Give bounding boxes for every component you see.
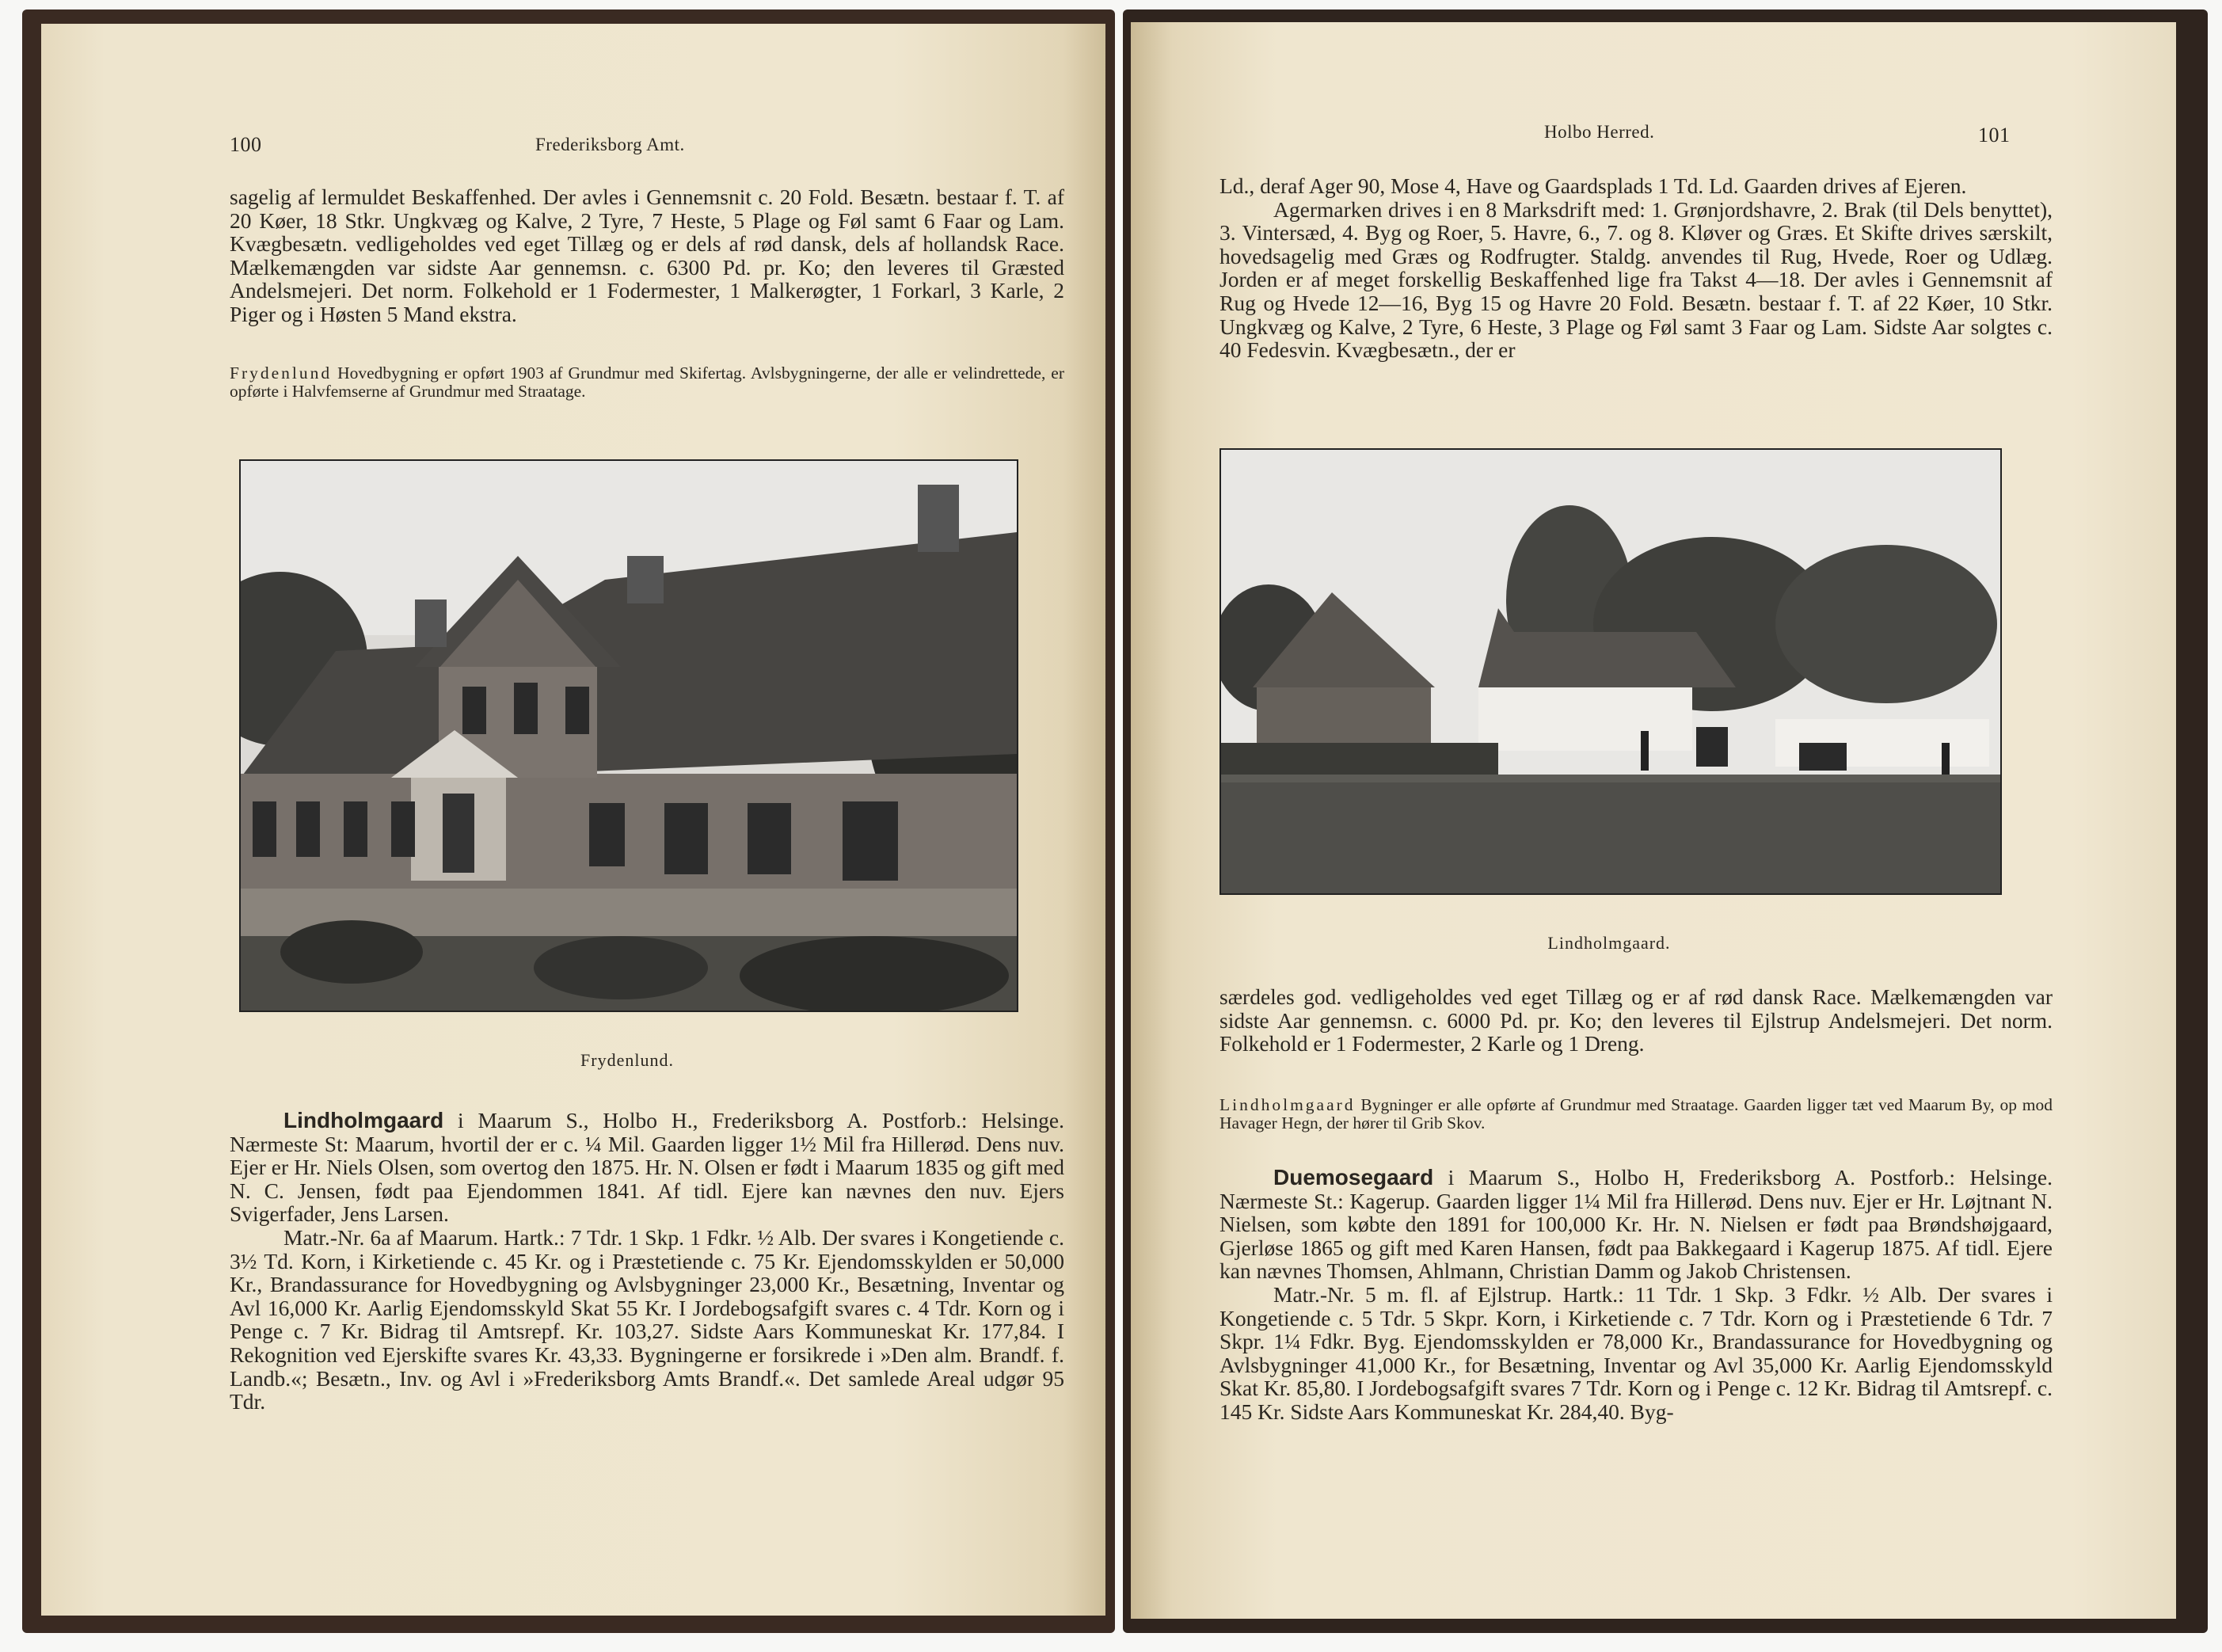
photo-caption: Lindholmgaard.: [1547, 933, 1671, 953]
entry-duemosegaard: [1219, 1166, 2053, 1424]
entry-paragraph-1: i Maarum S., Holbo H., Frederiksborg A. Postforb.: Helsinge. Nærmeste St: Maarum, hvortil der er c. ¼ Mil. Gaarden ligger 1½ Mil fra Hillerød. Dens nuv. Ejer er Hr. Niels Olsen, som overtog den 1875. Hr. N. Olsen er født i Maarum 1835 og gift med N. C. Jensen, født paa Ejendommen 1841. Af tidl. Ejere kan nævnes den nuv. Ejers Svigerfader, Jens Larsen.: [230, 1108, 1064, 1227]
entry-heading: Duemosegaard: [1273, 1165, 1434, 1190]
entry-paragraph-2: Matr.-Nr. 5 m. fl. af Ejlstrup. Hartk.: 11 Tdr. 1 Skp. 3 Fdkr. ½ Alb. Der svares i Kongetiende c. 5 Tdr. 5 Skpr. Korn, i Kirketiende c. 7 Tdr. Korn og i Præstetiende 6 Tdr. 7 Skpr. 1¼ Fdkr. Byg. Ejendomsskylden er 78,000 Kr., Brandassurance for Hovedbygning og Avlsbygninger 41,000 Kr., for Besætning, Inventar og Avl 35,000 Kr. Aarlig Ejendomsskyld Skat Kr. 85,80. I Jordebogsafgift svares 7 Tdr. Korn og i Penge c. 12 Kr. Bidrag til Amtsrepf. c. 145 Kr. Sidste Aars Kommuneskat Kr. 284,40. Byg-: [1219, 1281, 2053, 1424]
page-number: 100: [230, 133, 262, 156]
entry-paragraph-1: i Maarum S., Holbo H, Frederiksborg A. Postforb.: Helsinge. Nærmeste St.: Kagerup. Gaarden ligger 1¼ Mil fra Hillerød. Dens nuv. Ejer er Hr. Løjtnant N. Nielsen, som købte den 1891 for 100,000 Kr. Hr. N. Nielsen er født paa Brøndshøjgaard, Gjerløse 1865 og gift med Karen Hansen, født paa Bakkegaard i Kagerup 1875. Af tidl. Ejere kan nævnes Thomsen, Ahlmann, Christian Damm og Jakob Christensen.: [1219, 1165, 2053, 1284]
running-head: Frederiksborg Amt.: [535, 135, 685, 154]
paragraph-top-2: Agermarken drives i en 8 Marksdrift med: 1. Grønjordshavre, 2. Brak (til Dels benyttet), 3. Vintersæd, 4. Byg og Roer, 5. Havre, 6., 7. og 8. Kløver og Græs. Et Skifte drives særskilt, hovedsagelig med Græs og Rodfrugter. Staldg. anvendes til Rug, Hvede, Roer og Udlæg. Jorden er af meget forskellig Beskaffenhed lige fra Takst 4—18. Der avles i Gennemsnit af Rug og Hvede 12—16, Byg 15 og Havre 20 Fold. Besætn. bestaar f. T. af 22 Køer, 10 Stkr. Ungkvæg og Kalve, 2 Tyre, 6 Heste, 3 Plage og Føl samt 3 Faar og Lam. Sidste Aar solgtes c. 40 Fedesvin. Kvægbesætn., der er: [1219, 196, 2053, 363]
photo-caption: Frydenlund.: [580, 1050, 674, 1070]
running-head: Holbo Herred.: [1544, 122, 1655, 142]
left-page: [41, 24, 1105, 1616]
right-page: [1131, 22, 2176, 1619]
entry-lindholmgaard: [230, 1109, 1064, 1414]
building-note-text: Bygninger er alle opførte af Grundmur med Straatage. Gaarden ligger tæt ved Maarum By, op mod Havager Hegn, der hører til Grib Skov.: [1219, 1095, 2053, 1132]
building-note: [230, 364, 1064, 400]
page-number: 101: [1978, 124, 2011, 147]
paragraph-top: [1219, 174, 2053, 362]
building-note: [1219, 1096, 2053, 1132]
photo-lindholmgaard: [1219, 448, 2002, 895]
photo-frydenlund: [239, 459, 1018, 1012]
paragraph-mid: særdeles god. vedligeholdes ved eget Tillæg og er af rød dansk Race. Mælkemængden var sidste Aar gennemsn. c. 6000 Pd. pr. Ko; den leveres til Ejlstrup Andelsmejeri. Det norm. Folkehold er 1 Fodermester, 2 Karle og 1 Dreng.: [1219, 984, 2053, 1056]
building-note-lead: Frydenlund: [230, 364, 333, 383]
paragraph-top: sagelig af lermuldet Beskaffenhed. Der avles i Gennemsnit c. 20 Fold. Besætn. bestaar f. T. af 20 Køer, 18 Stkr. Ungkvæg og Kalve, 2 Tyre, 7 Heste, 5 Plage og Føl samt 6 Faar og Lam. Kvægbesætn. vedligeholdes ved eget Tillæg og er dels af rød dansk, dels af hollandsk Race. Mælkemængden var sidste Aar gennemsn. c. 6300 Pd. pr. Ko; den leveres til Græsted Andelsmejeri. Det norm. Folkehold er 1 Fodermester, 1 Malkerøgter, 1 Forkarl, 3 Karle, 2 Piger og i Høsten 5 Mand ekstra.: [230, 185, 1064, 326]
building-note-text: Hovedbygning er opført 1903 af Grundmur med Skifertag. Avlsbygningerne, der alle er velindrettede, er opførte i Halvfemserne af Grundmur med Straatage.: [230, 364, 1064, 401]
entry-heading: Lindholmgaard: [283, 1108, 444, 1132]
paragraph-top-1: Ld., deraf Ager 90, Mose 4, Have og Gaardsplads 1 Td. Ld. Gaarden drives af Ejeren.: [1219, 173, 1967, 198]
building-note-lead: Lindholmgaard: [1219, 1095, 1356, 1114]
entry-paragraph-2: Matr.-Nr. 6a af Maarum. Hartk.: 7 Tdr. 1 Skp. 1 Fdkr. ½ Alb. Der svares i Kongetiende c. 3½ Td. Korn, i Kirketiende c. 45 Kr. og i Præstetiende c. 75 Kr. Ejendomsskylden er 50,000 Kr., Brandassurance for Hovedbygning og Avlsbygninger 23,000 Kr., Besætning, Inventar og Avl 16,000 Kr. Aarlig Ejendomsskyld Skat 55 Kr. I Jordebogsafgift svares c. 4 Tdr. Korn og i Penge c. 7 Kr. Bidrag til Amtsrepf. Kr. 103,27. Sidste Aars Kommuneskat Kr. 177,84. I Rekognition ved Ejerskifte svares Kr. 43,33. Bygningerne er forsikrede i »Den alm. Brandf. f. Landb.«; Besætn., Inv. og Avl i »Frederiksborg Amts Brandf.«. Det samlede Areal udgør 95 Tdr.: [230, 1224, 1064, 1414]
